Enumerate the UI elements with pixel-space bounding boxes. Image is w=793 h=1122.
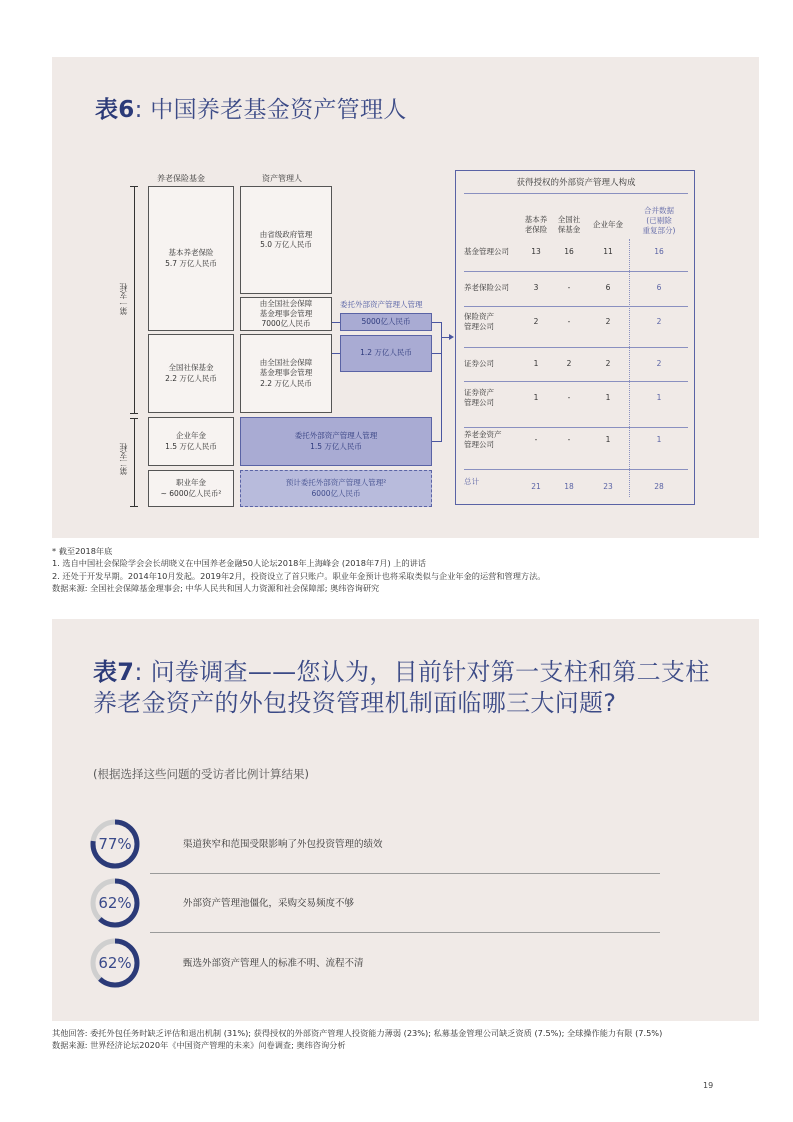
connector-22 <box>332 353 340 354</box>
table-cell: - <box>567 317 571 326</box>
manager-external-occupational-box: 预计委托外部资产管理人管理² 6000亿人民币 <box>240 470 432 507</box>
figure6-title: 表6: 中国养老基金资产管理人 <box>95 97 407 123</box>
table-total-cell: 23 <box>603 482 613 491</box>
table-total-cell: 21 <box>531 482 541 491</box>
table-total-label: 总计 <box>464 477 479 486</box>
table-cell: 1 <box>656 435 662 444</box>
table-cell: - <box>567 393 571 402</box>
col-header-fund: 养老保险基金 <box>157 174 205 183</box>
fund-ssf-box: 全国社保基金 2.2 万亿人民币 <box>148 334 234 413</box>
table-cell: 6 <box>605 283 611 292</box>
table-cell: - <box>567 283 571 292</box>
table-row-label: 养老金资产 管理公司 <box>464 430 502 449</box>
page-number: 19 <box>703 1081 714 1090</box>
survey-divider <box>150 873 660 874</box>
table-row-label: 证券公司 <box>464 359 494 368</box>
connector-right-2 <box>432 353 441 354</box>
fund-basic-box: 基本养老保险 5.7 万亿人民币 <box>148 186 234 331</box>
table-row-label: 养老保险公司 <box>464 283 509 292</box>
connector-vertical <box>441 322 442 442</box>
table-row-label: 基金管理公司 <box>464 247 509 256</box>
table-title-rule <box>464 193 688 194</box>
delegate-label: 委托外部资产管理人管理 <box>340 300 423 309</box>
table-cell: 6 <box>656 283 662 292</box>
connector-right-3 <box>432 441 441 442</box>
table-cell: 2 <box>656 359 662 368</box>
table-row-rule <box>464 306 688 307</box>
manager-external-enterprise-box: 委托外部资产管理人管理 1.5 万亿人民币 <box>240 417 432 466</box>
connector-7000 <box>332 322 340 323</box>
connector-right-1 <box>432 322 441 323</box>
pillar2-tick-top <box>130 418 138 419</box>
table-cell: 2 <box>605 317 611 326</box>
table-cell: 13 <box>531 247 541 256</box>
external-managers-table <box>455 170 695 505</box>
percentage-ring <box>89 877 141 929</box>
survey-divider <box>150 932 660 933</box>
pillar1-axis <box>134 186 135 414</box>
table-cell: 1 <box>533 393 539 402</box>
fund-occupational-box: 职业年金 ~ 6000亿人民币² <box>148 470 234 507</box>
table-cell: 1 <box>605 393 611 402</box>
table-cell: 2 <box>566 359 572 368</box>
table-total-cell: 28 <box>654 482 664 491</box>
table-header-ssf: 全国社 保基金 <box>557 215 581 234</box>
figure7-title: 表7: 问卷调查——您认为，目前针对第一支柱和第二支柱 养老金资产的外包投资管理机制面临哪三大问题? <box>93 658 710 718</box>
table-row-label: 保险资产 管理公司 <box>464 312 494 331</box>
table-cell: 1 <box>533 359 539 368</box>
table-total-cell: 18 <box>564 482 574 491</box>
delegate-5000-box: 5000亿人民币 <box>340 313 432 331</box>
table-header-combined: 合并数据 (已剔除 重复部分) <box>642 206 676 235</box>
pillar2-tick-bottom <box>130 506 138 507</box>
table-cell: 2 <box>605 359 611 368</box>
survey-issue-text: 渠道狭窄和范围受限影响了外包投资管理的绩效 <box>183 839 383 850</box>
table-row-rule <box>464 427 688 428</box>
ring-percentage-label: 62% <box>98 954 132 972</box>
table-cell: 2 <box>533 317 539 326</box>
table-cell: 1 <box>656 393 662 402</box>
pillar1-label: 第一支柱 <box>119 283 128 315</box>
table-cell: 1 <box>605 435 611 444</box>
table-cell: 3 <box>533 283 539 292</box>
pillar2-label: 第二支柱 <box>119 443 128 475</box>
table-header-basic: 基本养 老保险 <box>524 215 548 234</box>
figure7-subtitle: (根据选择这些问题的受访者比例计算结果) <box>93 767 309 781</box>
pillar1-tick-bottom <box>130 413 138 414</box>
survey-issue-text: 外部资产管理池僵化，采购交易频度不够 <box>183 898 355 909</box>
table-divider-vertical <box>629 239 630 497</box>
ring-percentage-label: 77% <box>98 835 132 853</box>
table-cell: 11 <box>603 247 613 256</box>
percentage-ring <box>89 818 141 870</box>
table-row-rule <box>464 469 688 470</box>
table-row-label: 证券资产 管理公司 <box>464 388 494 407</box>
table-header-enterprise: 企业年金 <box>593 220 623 229</box>
pillar2-axis <box>134 418 135 506</box>
col-header-manager: 资产管理人 <box>262 174 302 183</box>
delegate-12-box: 1.2 万亿人民币 <box>340 335 432 372</box>
percentage-ring <box>89 937 141 989</box>
survey-issue-text: 甄选外部资产管理人的标准不明、流程不清 <box>183 958 364 969</box>
table-cell: - <box>534 435 538 444</box>
figure7-notes: 其他回答: 委托外包任务时缺乏评估和退出机制 (31%); 获得授权的外部资产管理人投资能力薄弱 (23%); 私募基金管理公司缺乏资质 (7.5%); 全球操作能力有限 (7.5%) 数据来源: 世界经济论坛2020年《中国资产管理的未来》问卷调查; 奥纬咨询分析 <box>52 1028 663 1051</box>
pillar1-tick-top <box>130 186 138 187</box>
table-row-rule <box>464 347 688 348</box>
table-cell: 2 <box>656 317 662 326</box>
table-title: 获得授权的外部资产管理人构成 <box>516 178 636 188</box>
fund-enterprise-box: 企业年金 1.5 万亿人民币 <box>148 417 234 466</box>
manager-council-7000-box: 由全国社会保障 基金理事会管理 7000亿人民币 <box>240 297 332 331</box>
table-cell: - <box>567 435 571 444</box>
table-cell: 16 <box>564 247 574 256</box>
table-row-rule <box>464 271 688 272</box>
arrow-right-icon <box>449 334 454 340</box>
manager-council-22-box: 由全国社会保障 基金理事会管理 2.2 万亿人民币 <box>240 334 332 413</box>
ring-percentage-label: 62% <box>98 894 132 912</box>
table-row-rule <box>464 381 688 382</box>
table-cell: 16 <box>654 247 664 256</box>
manager-provincial-box: 由省级政府管理 5.0 万亿人民币 <box>240 186 332 294</box>
figure6-notes: * 截至2018年底 1. 选自中国社会保险学会会长胡晓义在中国养老金融50人论坛2018年上海峰会 (2018年7月) 上的讲话 2. 还处于开发早期。2014年10月发起。2019年2月，投资设立了首只账户。职业年金预计也将采取类似与企业年金的运营和管理方法。 数据来源: 全国社会保障基金理事会; 中华人民共和国人力资源和社会保障部; 奥纬咨询研究 <box>52 546 546 593</box>
